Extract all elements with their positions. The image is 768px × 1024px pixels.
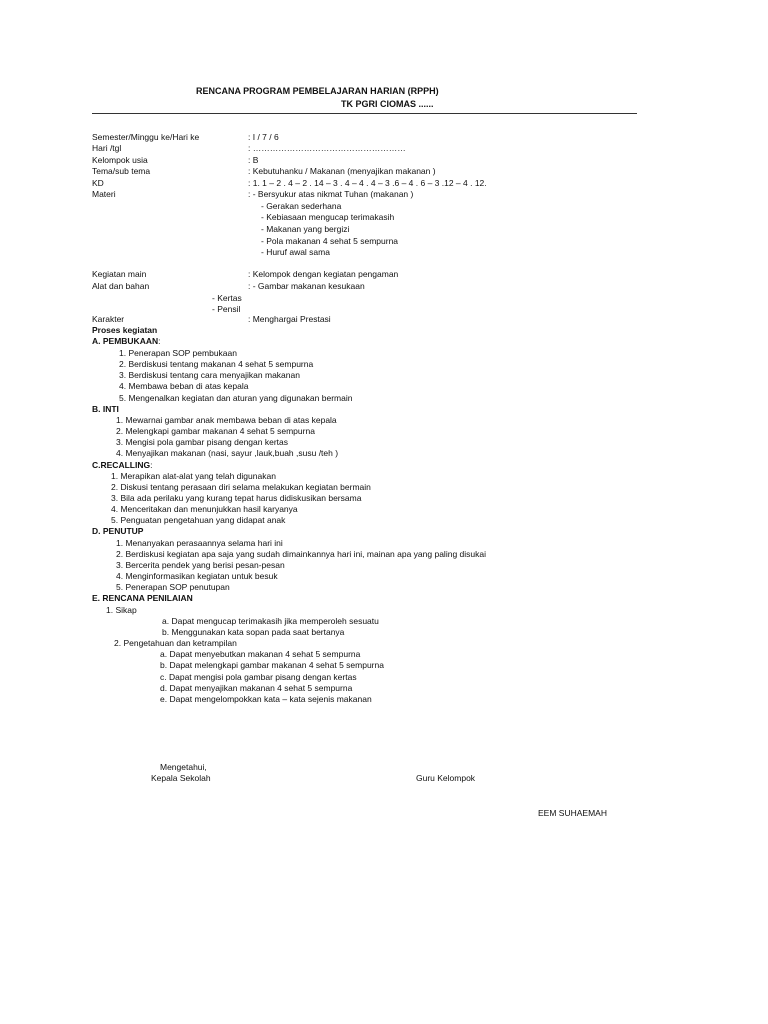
- materi-value: : - Bersyukur atas nikmat Tuhan (makanan ): [248, 189, 414, 199]
- kd-value: : 1. 1 – 2 . 4 – 2 . 14 – 3 . 4 – 4 . 4 – 3 .6 – 4 . 6 – 3 .12 – 4 . 12.: [248, 178, 487, 188]
- karakter-value: : Menghargai Prestasi: [248, 314, 331, 324]
- document-subtitle: TK PGRI CIOMAS ......: [341, 99, 434, 109]
- section-a-title: A. PEMBUKAAN: [92, 336, 159, 346]
- list-item: e. Dapat mengelompokkan kata – kata sejenis makanan: [160, 694, 372, 704]
- guru-kelompok-label: Guru Kelompok: [416, 773, 476, 783]
- list-item: 1. Menanyakan perasaannya selama hari ini: [116, 538, 283, 548]
- kegiatan-label: Kegiatan main: [92, 269, 147, 279]
- hari-value: : ………………………………………………: [248, 143, 406, 153]
- list-item: 4. Menceritakan dan menunjukkan hasil karyanya: [111, 504, 298, 514]
- materi-item: - Gerakan sederhana: [261, 201, 342, 211]
- kd-label: KD: [92, 178, 104, 188]
- hari-label: Hari /tgl: [92, 143, 122, 153]
- list-item: 2. Melengkapi gambar makanan 4 sehat 5 sempurna: [116, 426, 315, 436]
- list-item: 3. Berdiskusi tentang cara menyajikan makanan: [119, 370, 300, 380]
- materi-item: - Kebiasaan mengucap terimakasih: [261, 212, 395, 222]
- kelompok-value: : B: [248, 155, 259, 165]
- list-item: c. Dapat mengisi pola gambar pisang dengan kertas: [160, 672, 357, 682]
- materi-item: - Huruf awal sama: [261, 247, 330, 257]
- section-c-heading: [92, 460, 152, 471]
- tema-value: : Kebutuhanku / Makanan (menyajikan makanan ): [248, 166, 436, 176]
- list-item: 1. Mewarnai gambar anak membawa beban di atas kepala: [116, 415, 337, 425]
- mengetahui-text: Mengetahui,: [160, 762, 207, 772]
- section-c-title: C.RECALLING: [92, 460, 151, 470]
- section-d-heading: D. PENUTUP: [92, 526, 144, 536]
- document-title: RENCANA PROGRAM PEMBELAJARAN HARIAN (RPPH): [196, 86, 439, 96]
- section-a-heading: [92, 336, 161, 347]
- list-item: 5. Mengenalkan kegiatan dan aturan yang digunakan bermain: [119, 393, 353, 403]
- list-item: 3. Bercerita pendek yang berisi pesan-pesan: [116, 560, 285, 570]
- sikap-label: 1. Sikap: [106, 605, 137, 615]
- list-item: 1. Merapikan alat-alat yang telah digunakan: [111, 471, 276, 481]
- list-item: d. Dapat menyajikan makanan 4 sehat 5 sempurna: [160, 683, 353, 693]
- guru-name: EEM SUHAEMAH: [538, 808, 607, 818]
- list-item: 5. Penerapan SOP penutupan: [116, 582, 230, 592]
- list-item: 2. Berdiskusi tentang makanan 4 sehat 5 sempurna: [119, 359, 314, 369]
- title-divider: [92, 113, 637, 114]
- section-e-heading: E. RENCANA PENILAIAN: [92, 593, 193, 603]
- list-item: 1. Penerapan SOP pembukaan: [119, 348, 237, 358]
- materi-label: Materi: [92, 189, 116, 199]
- list-item: b. Menggunakan kata sopan pada saat bertanya: [162, 627, 345, 637]
- list-item: a. Dapat menyebutkan makanan 4 sehat 5 sempurna: [160, 649, 361, 659]
- list-item: a. Dapat mengucap terimakasih jika memperoleh sesuatu: [162, 616, 379, 626]
- semester-label: Semester/Minggu ke/Hari ke: [92, 132, 200, 142]
- list-item: 3. Bila ada perilaku yang kurang tepat harus didiskusikan bersama: [111, 493, 362, 503]
- alat-value: : - Gambar makanan kesukaan: [248, 281, 365, 291]
- materi-item: - Pola makanan 4 sehat 5 sempurna: [261, 236, 399, 246]
- materi-item: - Makanan yang bergizi: [261, 224, 350, 234]
- kegiatan-value: : Kelompok dengan kegiatan pengaman: [248, 269, 399, 279]
- alat-label: Alat dan bahan: [92, 281, 150, 291]
- section-b-heading: B. INTI: [92, 404, 119, 414]
- kelompok-label: Kelompok usia: [92, 155, 148, 165]
- list-item: 2. Berdiskusi kegiatan apa saja yang sudah dimainkannya hari ini, mainan apa yang paling disukai: [116, 549, 486, 559]
- list-item: b. Dapat melengkapi gambar makanan 4 sehat 5 sempurna: [160, 660, 384, 670]
- semester-value: : I / 7 / 6: [248, 132, 279, 142]
- pengetahuan-label: 2. Pengetahuan dan ketrampilan: [114, 638, 237, 648]
- list-item: 4. Membawa beban di atas kepala: [119, 381, 249, 391]
- list-item: 4. Menyajikan makanan (nasi, sayur ,lauk,buah ,susu /teh ): [116, 448, 339, 458]
- list-item: 5. Penguatan pengetahuan yang didapat anak: [111, 515, 286, 525]
- list-item: 2. Diskusi tentang perasaan diri selama melakukan kegiatan bermain: [111, 482, 371, 492]
- section-a-colon: :: [158, 336, 161, 346]
- karakter-label: Karakter: [92, 314, 125, 324]
- list-item: 4. Menginformasikan kegiatan untuk besuk: [116, 571, 278, 581]
- section-c-colon: :: [150, 460, 153, 470]
- proses-heading: Proses kegiatan: [92, 325, 158, 335]
- alat-item: - Kertas: [212, 293, 242, 303]
- tema-label: Tema/sub tema: [92, 166, 151, 176]
- alat-item: - Pensil: [212, 304, 241, 314]
- kepala-sekolah-label: Kepala Sekolah: [151, 773, 211, 783]
- list-item: 3. Mengisi pola gambar pisang dengan kertas: [116, 437, 288, 447]
